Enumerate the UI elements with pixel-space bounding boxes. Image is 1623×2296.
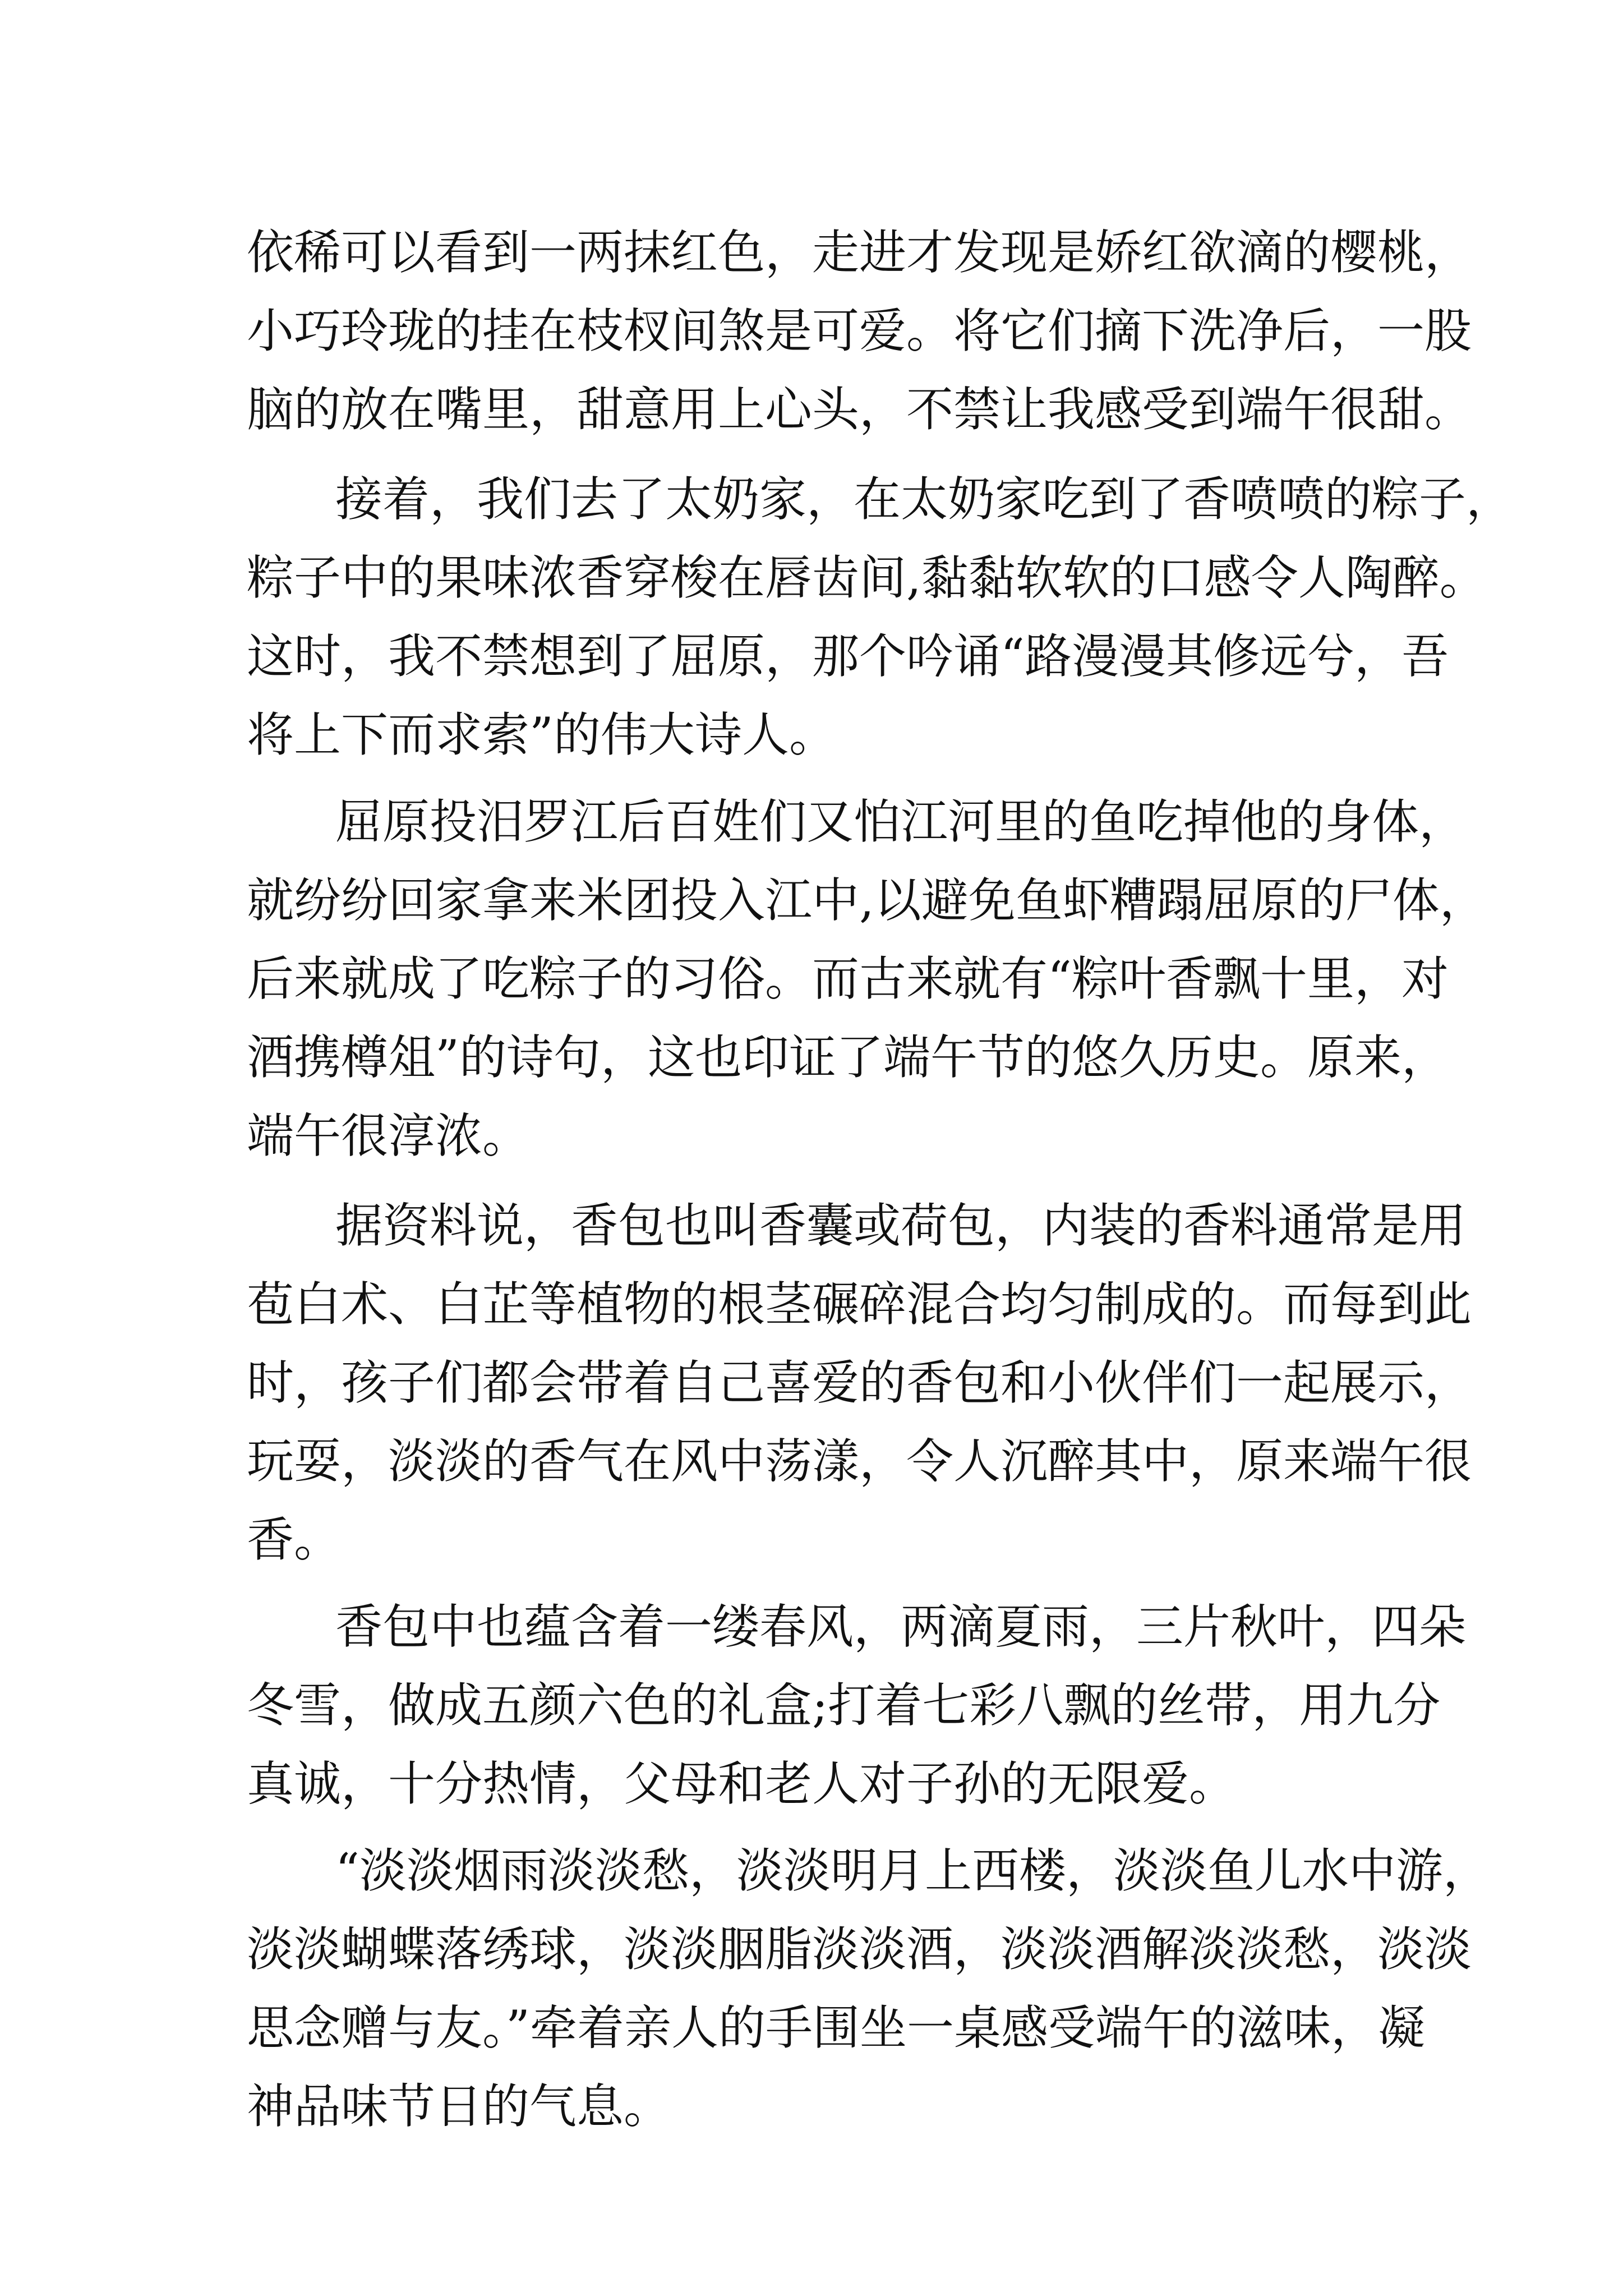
text-line: 接着，我们去了太奶家，在太奶家吃到了香喷喷的粽子， bbox=[335, 472, 1514, 527]
text-line: 时，孩子们都会带着自己喜爱的香包和小伙伴们一起展示， bbox=[247, 1355, 1472, 1410]
text-line: 脑的放在嘴里，甜意用上心头，不禁让我感受到端午很甜。 bbox=[247, 382, 1472, 437]
text-line: 淡淡蝴蝶落绣球，淡淡胭脂淡淡酒，淡淡酒解淡淡愁，淡淡 bbox=[247, 1922, 1472, 1977]
text-line: 神品味节日的气息。 bbox=[247, 2079, 671, 2134]
text-line: 香。 bbox=[247, 1512, 342, 1567]
text-line: 玩耍，淡淡的香气在风中荡漾，令人沉醉其中，原来端午很 bbox=[247, 1434, 1472, 1489]
text-line: 香包中也蕴含着一缕春风，两滴夏雨，三片秋叶，四朵 bbox=[335, 1599, 1467, 1654]
text-line: 真诚，十分热情，父母和老人对子孙的无限爱。 bbox=[247, 1756, 1237, 1811]
text-line: 将上下而求索”的伟大诗人。 bbox=[247, 707, 836, 762]
text-line: 后来就成了吃粽子的习俗。而古来就有“粽叶香飘十里，对 bbox=[247, 951, 1449, 1006]
text-line: 粽子中的果味浓香穿梭在唇齿间,黏黏软软的口感令人陶醉。 bbox=[247, 550, 1487, 605]
text-line: 思念赠与友。”牵着亲人的手围坐一桌感受端午的滋味，凝 bbox=[247, 2000, 1425, 2055]
text-line: 依稀可以看到一两抹红色，走进才发现是娇红欲滴的樱桃， bbox=[247, 225, 1472, 280]
text-line: 这时，我不禁想到了屈原，那个吟诵“路漫漫其修远兮，吾 bbox=[247, 629, 1449, 684]
text-line: 小巧玲珑的挂在枝杈间煞是可爱。将它们摘下洗净后，一股 bbox=[247, 303, 1472, 358]
text-line: 端午很淳浓。 bbox=[247, 1108, 530, 1163]
text-line: 苞白术、白芷等植物的根茎碾碎混合均匀制成的。而每到此 bbox=[247, 1277, 1472, 1332]
text-line: 据资料说，香包也叫香囊或荷包，内装的香料通常是用 bbox=[335, 1198, 1467, 1253]
text-line: 冬雪，做成五颜六色的礼盒;打着七彩八飘的丝带，用九分 bbox=[247, 1678, 1441, 1733]
text-line: 屈原投汨罗江后百姓们又怕江河里的鱼吃掉他的身体， bbox=[335, 794, 1467, 849]
text-line: 酒携樽俎”的诗句，这也印证了端午节的悠久历史。原来， bbox=[247, 1030, 1449, 1085]
text-line: 就纷纷回家拿来米团投入江中,以避免鱼虾糟蹋屈原的尸体， bbox=[247, 873, 1487, 928]
text-line: “淡淡烟雨淡淡愁，淡淡明月上西楼，淡淡鱼儿水中游， bbox=[335, 1843, 1490, 1898]
